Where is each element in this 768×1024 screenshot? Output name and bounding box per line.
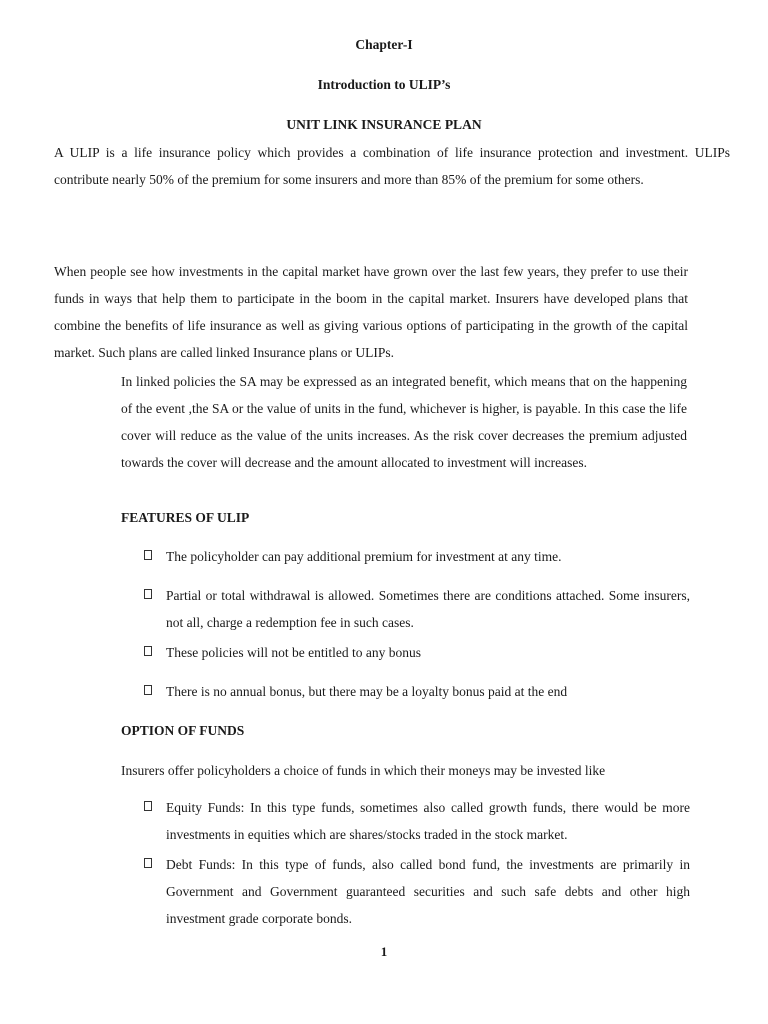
checkbox-bullet-icon bbox=[144, 801, 152, 811]
chapter-title: Introduction to ULIP’s bbox=[317, 77, 451, 92]
paragraph-linked-policies: In linked policies the SA may be expressed as an integrated benefit, which means that on the happening of the event ,the SA or the value of units in the fund, whichever is higher, is payable. In this case the life cover will reduce as the value of the units increases. As the risk cover decreases the premium adjusted towards the cover will decrease and the amount allocated to investment will increases. bbox=[121, 374, 687, 470]
checkbox-bullet-icon bbox=[144, 550, 152, 560]
list-item bbox=[144, 794, 690, 848]
list-item bbox=[144, 543, 690, 570]
list-item-text: Debt Funds: In this type of funds, also called bond fund, the investments are primarily in Government and Government guaranteed securities and such safe debts and other high investment grade corporate bonds. bbox=[166, 857, 690, 926]
page-number: 1 bbox=[380, 944, 388, 959]
checkbox-bullet-icon bbox=[144, 858, 152, 868]
list-item bbox=[144, 582, 690, 636]
list-item bbox=[144, 678, 690, 705]
features-heading: FEATURES OF ULIP bbox=[121, 510, 250, 525]
checkbox-bullet-icon bbox=[144, 685, 152, 695]
paragraph-ulip-definition: A ULIP is a life insurance policy which provides a combination of life insurance protection and investment. ULIPs contribute nearly 50% of the premium for some insurers and more than 85% of the premium for some others. bbox=[54, 145, 730, 187]
funds-intro: Insurers offer policyholders a choice of funds in which their moneys may be invested like bbox=[121, 763, 606, 778]
list-item bbox=[144, 639, 690, 666]
checkbox-bullet-icon bbox=[144, 589, 152, 599]
list-item-text: Partial or total withdrawal is allowed. Sometimes there are conditions attached. Some insurers, not all, charge a redemption fee in such cases. bbox=[166, 588, 690, 630]
list-item-text: Equity Funds: In this type funds, sometimes also called growth funds, there would be more investments in equities which are shares/stocks traded in the stock market. bbox=[166, 800, 690, 842]
list-item-text: These policies will not be entitled to any bonus bbox=[166, 645, 421, 660]
chapter-label: Chapter-I bbox=[355, 37, 413, 52]
section-title: UNIT LINK INSURANCE PLAN bbox=[286, 117, 482, 132]
funds-heading: OPTION OF FUNDS bbox=[121, 723, 245, 738]
list-item-text: There is no annual bonus, but there may be a loyalty bonus paid at the end bbox=[166, 684, 568, 699]
paragraph-capital-market: When people see how investments in the capital market have grown over the last few years, they prefer to use their funds in ways that help them to participate in the boom in the capital market. Insurers have developed plans that combine the benefits of life insurance as well as giving various options of participating in the growth of the capital market. Such plans are called linked Insurance plans or ULIPs. bbox=[54, 264, 688, 360]
list-item-text: The policyholder can pay additional premium for investment at any time. bbox=[166, 549, 562, 564]
checkbox-bullet-icon bbox=[144, 646, 152, 656]
list-item bbox=[144, 851, 690, 932]
